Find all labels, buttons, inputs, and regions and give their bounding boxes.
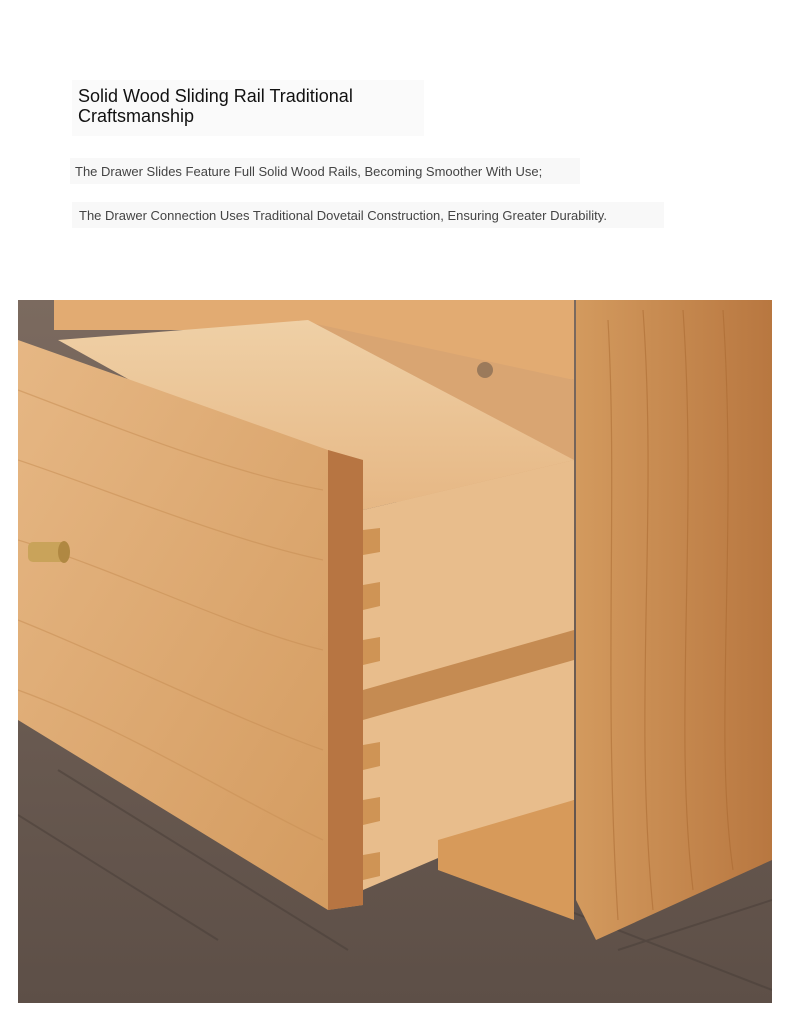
drawer-stop-peg xyxy=(477,362,493,378)
cabinet-side-panel xyxy=(576,300,772,940)
drawer-knob-cap xyxy=(58,541,70,563)
description-line-2: The Drawer Connection Uses Traditional Dovetail Construction, Ensuring Greater Durability. xyxy=(79,208,607,223)
product-photo xyxy=(18,300,772,1003)
drawer-front-edge xyxy=(328,450,363,910)
section-title: Solid Wood Sliding Rail Traditional Craftsmanship xyxy=(78,86,353,126)
drawer-illustration xyxy=(18,300,772,1003)
description-line-1: The Drawer Slides Feature Full Solid Wood Rails, Becoming Smoother With Use; xyxy=(75,164,543,179)
